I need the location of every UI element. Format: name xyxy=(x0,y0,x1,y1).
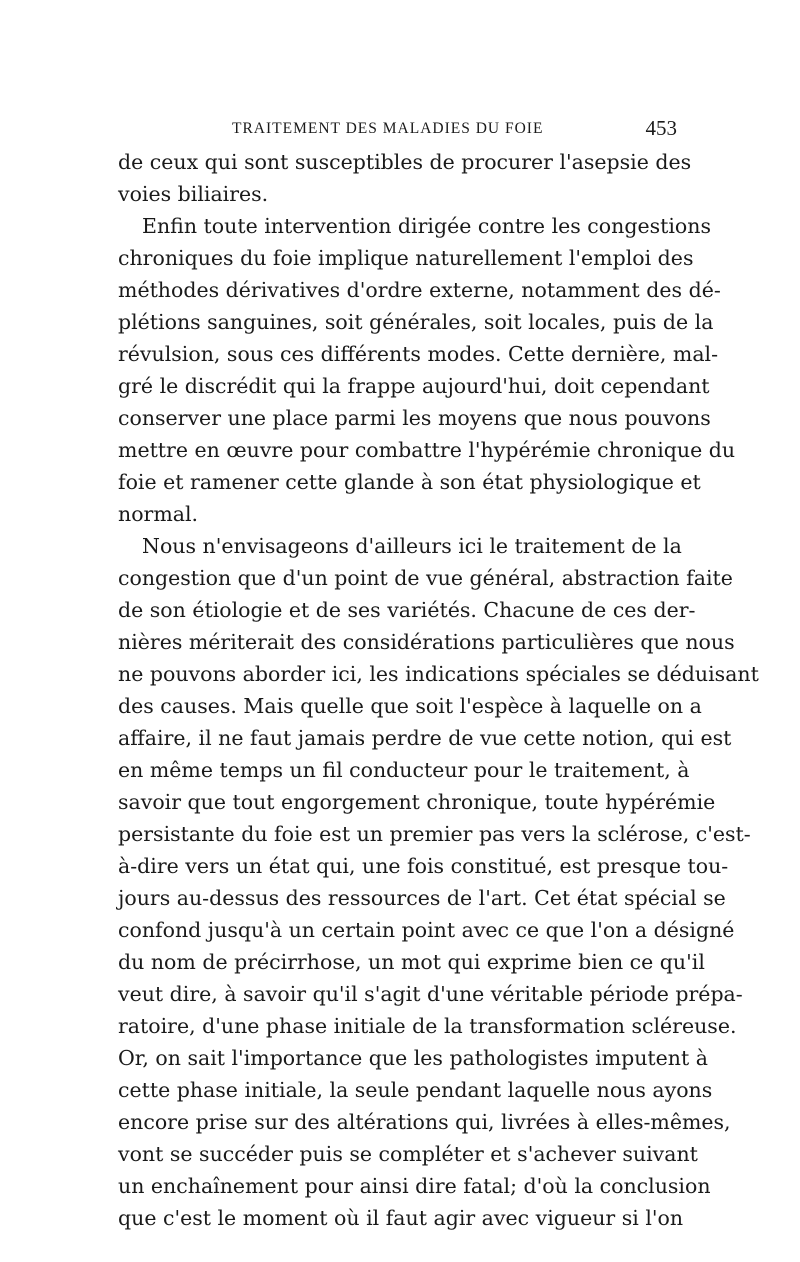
text-line: des causes. Mais quelle que soit l'espèce à laquelle on a xyxy=(118,694,702,718)
text-line: voies biliaires. xyxy=(118,182,269,206)
text-line: normal. xyxy=(118,502,199,526)
text-line: méthodes dérivatives d'ordre externe, notamment des dé- xyxy=(118,278,721,302)
running-head xyxy=(232,116,677,140)
text-line: plétions sanguines, soit générales, soit locales, puis de la xyxy=(118,310,714,334)
text-line: nières mériterait des considérations particulières que nous xyxy=(118,630,735,654)
text-line: conserver une place parmi les moyens que nous pouvons xyxy=(118,406,711,430)
text-line: jours au-dessus des ressources de l'art. Cet état spécial se xyxy=(118,886,726,910)
text-line: confond jusqu'à un certain point avec ce que l'on a désigné xyxy=(118,918,735,942)
text-line: affaire, il ne faut jamais perdre de vue cette notion, qui est xyxy=(118,726,732,750)
text-line: veut dire, à savoir qu'il s'agit d'une véritable période prépa- xyxy=(118,982,743,1006)
text-line: persistante du foie est un premier pas vers la sclérose, c'est- xyxy=(118,822,751,846)
text-line: à-dire vers un état qui, une fois constitué, est presque tou- xyxy=(118,854,729,878)
text-line: en même temps un fil conducteur pour le traitement, à xyxy=(118,758,690,782)
text-line: mettre en œuvre pour combattre l'hypérémie chronique du xyxy=(118,438,736,462)
text-line: encore prise sur des altérations qui, livrées à elles-mêmes, xyxy=(118,1110,731,1134)
text-line: savoir que tout engorgement chronique, toute hypérémie xyxy=(118,790,716,814)
text-line: un enchaînement pour ainsi dire fatal; d'où la conclusion xyxy=(118,1174,711,1198)
text-line: que c'est le moment où il faut agir avec vigueur si l'on xyxy=(118,1206,684,1230)
text-line: Enfin toute intervention dirigée contre les congestions xyxy=(142,214,711,238)
text-line: cette phase initiale, la seule pendant laquelle nous ayons xyxy=(118,1078,713,1102)
text-line: ratoire, d'une phase initiale de la transformation scléreuse. xyxy=(118,1014,737,1038)
text-line: révulsion, sous ces différents modes. Cette dernière, mal- xyxy=(118,342,719,366)
text-line: Or, on sait l'importance que les pathologistes imputent à xyxy=(118,1046,708,1070)
text-line: vont se succéder puis se compléter et s'achever suivant xyxy=(118,1142,698,1166)
text-line: ne pouvons aborder ici, les indications spéciales se déduisant xyxy=(118,662,759,686)
page-number: 453 xyxy=(645,116,677,140)
text-line: gré le discrédit qui la frappe aujourd'hui, doit cependant xyxy=(118,374,710,398)
text-line: congestion que d'un point de vue général, abstraction faite xyxy=(118,566,733,590)
text-line: foie et ramener cette glande à son état physiologique et xyxy=(118,470,701,494)
text-line: de ceux qui sont susceptibles de procurer l'asepsie des xyxy=(118,150,692,174)
text-line: du nom de précirrhose, un mot qui exprime bien ce qu'il xyxy=(118,950,705,974)
running-title: TRAITEMENT DES MALADIES DU FOIE xyxy=(232,120,544,137)
text-line: de son étiologie et de ses variétés. Chacune de ces der- xyxy=(118,598,696,622)
text-line: Nous n'envisageons d'ailleurs ici le traitement de la xyxy=(142,534,682,558)
text-line: chroniques du foie implique naturellement l'emploi des xyxy=(118,246,694,270)
